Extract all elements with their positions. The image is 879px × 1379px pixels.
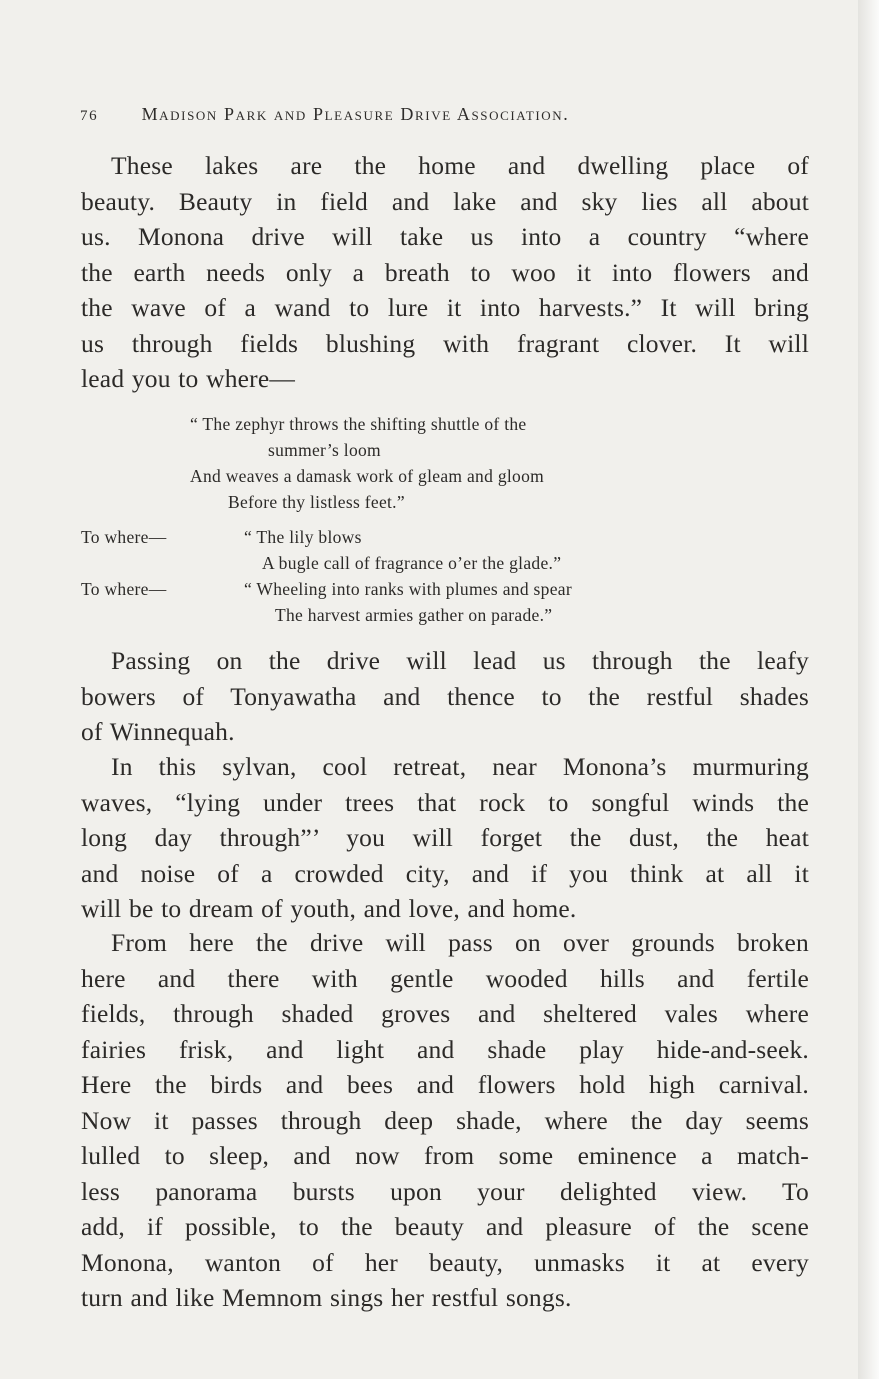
text-line: Now it passes through deep shade, where the day seems (81, 1105, 809, 1135)
poem-line: A bugle call of fragrance o’er the glade.” (262, 553, 562, 573)
text-line: bowers of Tonyawatha and thence to the restful shades (81, 681, 809, 711)
page-number: 76 (80, 108, 99, 124)
text-line: here and there with gentle wooded hills and fertile (81, 963, 809, 993)
text-line: These lakes are the home and dwelling place of (111, 151, 809, 180)
poem-label: To where— (81, 579, 167, 599)
text-line: the earth needs only a breath to woo it into flowers and (81, 257, 809, 287)
text-line: of Winnequah. (81, 717, 235, 746)
text-line: lulled to sleep, and now from some eminence a match- (81, 1141, 809, 1170)
text-line: and noise of a crowded city, and if you think at all it (81, 858, 809, 888)
text-line: Monona, wanton of her beauty, unmasks it at every (81, 1247, 809, 1277)
text-line: less panorama bursts upon your delighted view. To (81, 1176, 809, 1206)
poem-line: “ The lily blows (244, 527, 362, 547)
poem-line: “ The zephyr throws the shifting shuttle of the (190, 414, 527, 434)
page-edge (858, 0, 879, 1379)
text-line: lead you to where— (81, 364, 296, 393)
paragraph-1 (81, 148, 809, 397)
paragraph-3 (81, 749, 809, 927)
running-title: Madison Park and Pleasure Drive Association. (141, 104, 570, 124)
text-line: In this sylvan, cool retreat, near Monona’s murmuring (111, 752, 809, 781)
text-line: add, if possible, to the beauty and pleasure of the scene (81, 1212, 809, 1241)
poem-quote-2 (0, 525, 858, 630)
text-line: us. Monona drive will take us into a country “where (81, 222, 809, 251)
running-header (80, 104, 780, 125)
text-line: us through fields blushing with fragrant clover. It will (81, 328, 809, 358)
text-line: will be to dream of youth, and love, and home. (81, 894, 577, 923)
poem-line: The harvest armies gather on parade.” (275, 605, 553, 625)
text-line: fields, through shaded groves and sheltered vales where (81, 999, 809, 1028)
poem-label: To where— (81, 527, 167, 547)
text-line: From here the drive will pass on over grounds broken (111, 928, 809, 957)
poem-quote-1 (0, 412, 858, 522)
poem-line: Before thy listless feet.” (228, 492, 405, 512)
poem-line: And weaves a damask work of gleam and gloom (190, 466, 545, 486)
poem-line: “ Wheeling into ranks with plumes and spear (244, 579, 572, 599)
paragraph-2 (81, 643, 809, 750)
text-line: fairies frisk, and light and shade play hide-and-seek. (81, 1034, 809, 1064)
paragraph-4 (81, 925, 809, 1316)
text-line: the wave of a wand to lure it into harvests.” It will bring (81, 293, 809, 322)
text-line: Passing on the drive will lead us through the leafy (111, 646, 809, 675)
poem-line: summer’s loom (268, 440, 381, 460)
text-line: turn and like Memnom sings her restful songs. (81, 1283, 572, 1312)
text-line: waves, “lying under trees that rock to songful winds the (81, 787, 809, 817)
text-line: Here the birds and bees and flowers hold high carnival. (81, 1070, 809, 1099)
text-line: beauty. Beauty in field and lake and sky lies all about (81, 186, 809, 216)
text-line: long day through”’ you will forget the dust, the heat (81, 823, 809, 852)
